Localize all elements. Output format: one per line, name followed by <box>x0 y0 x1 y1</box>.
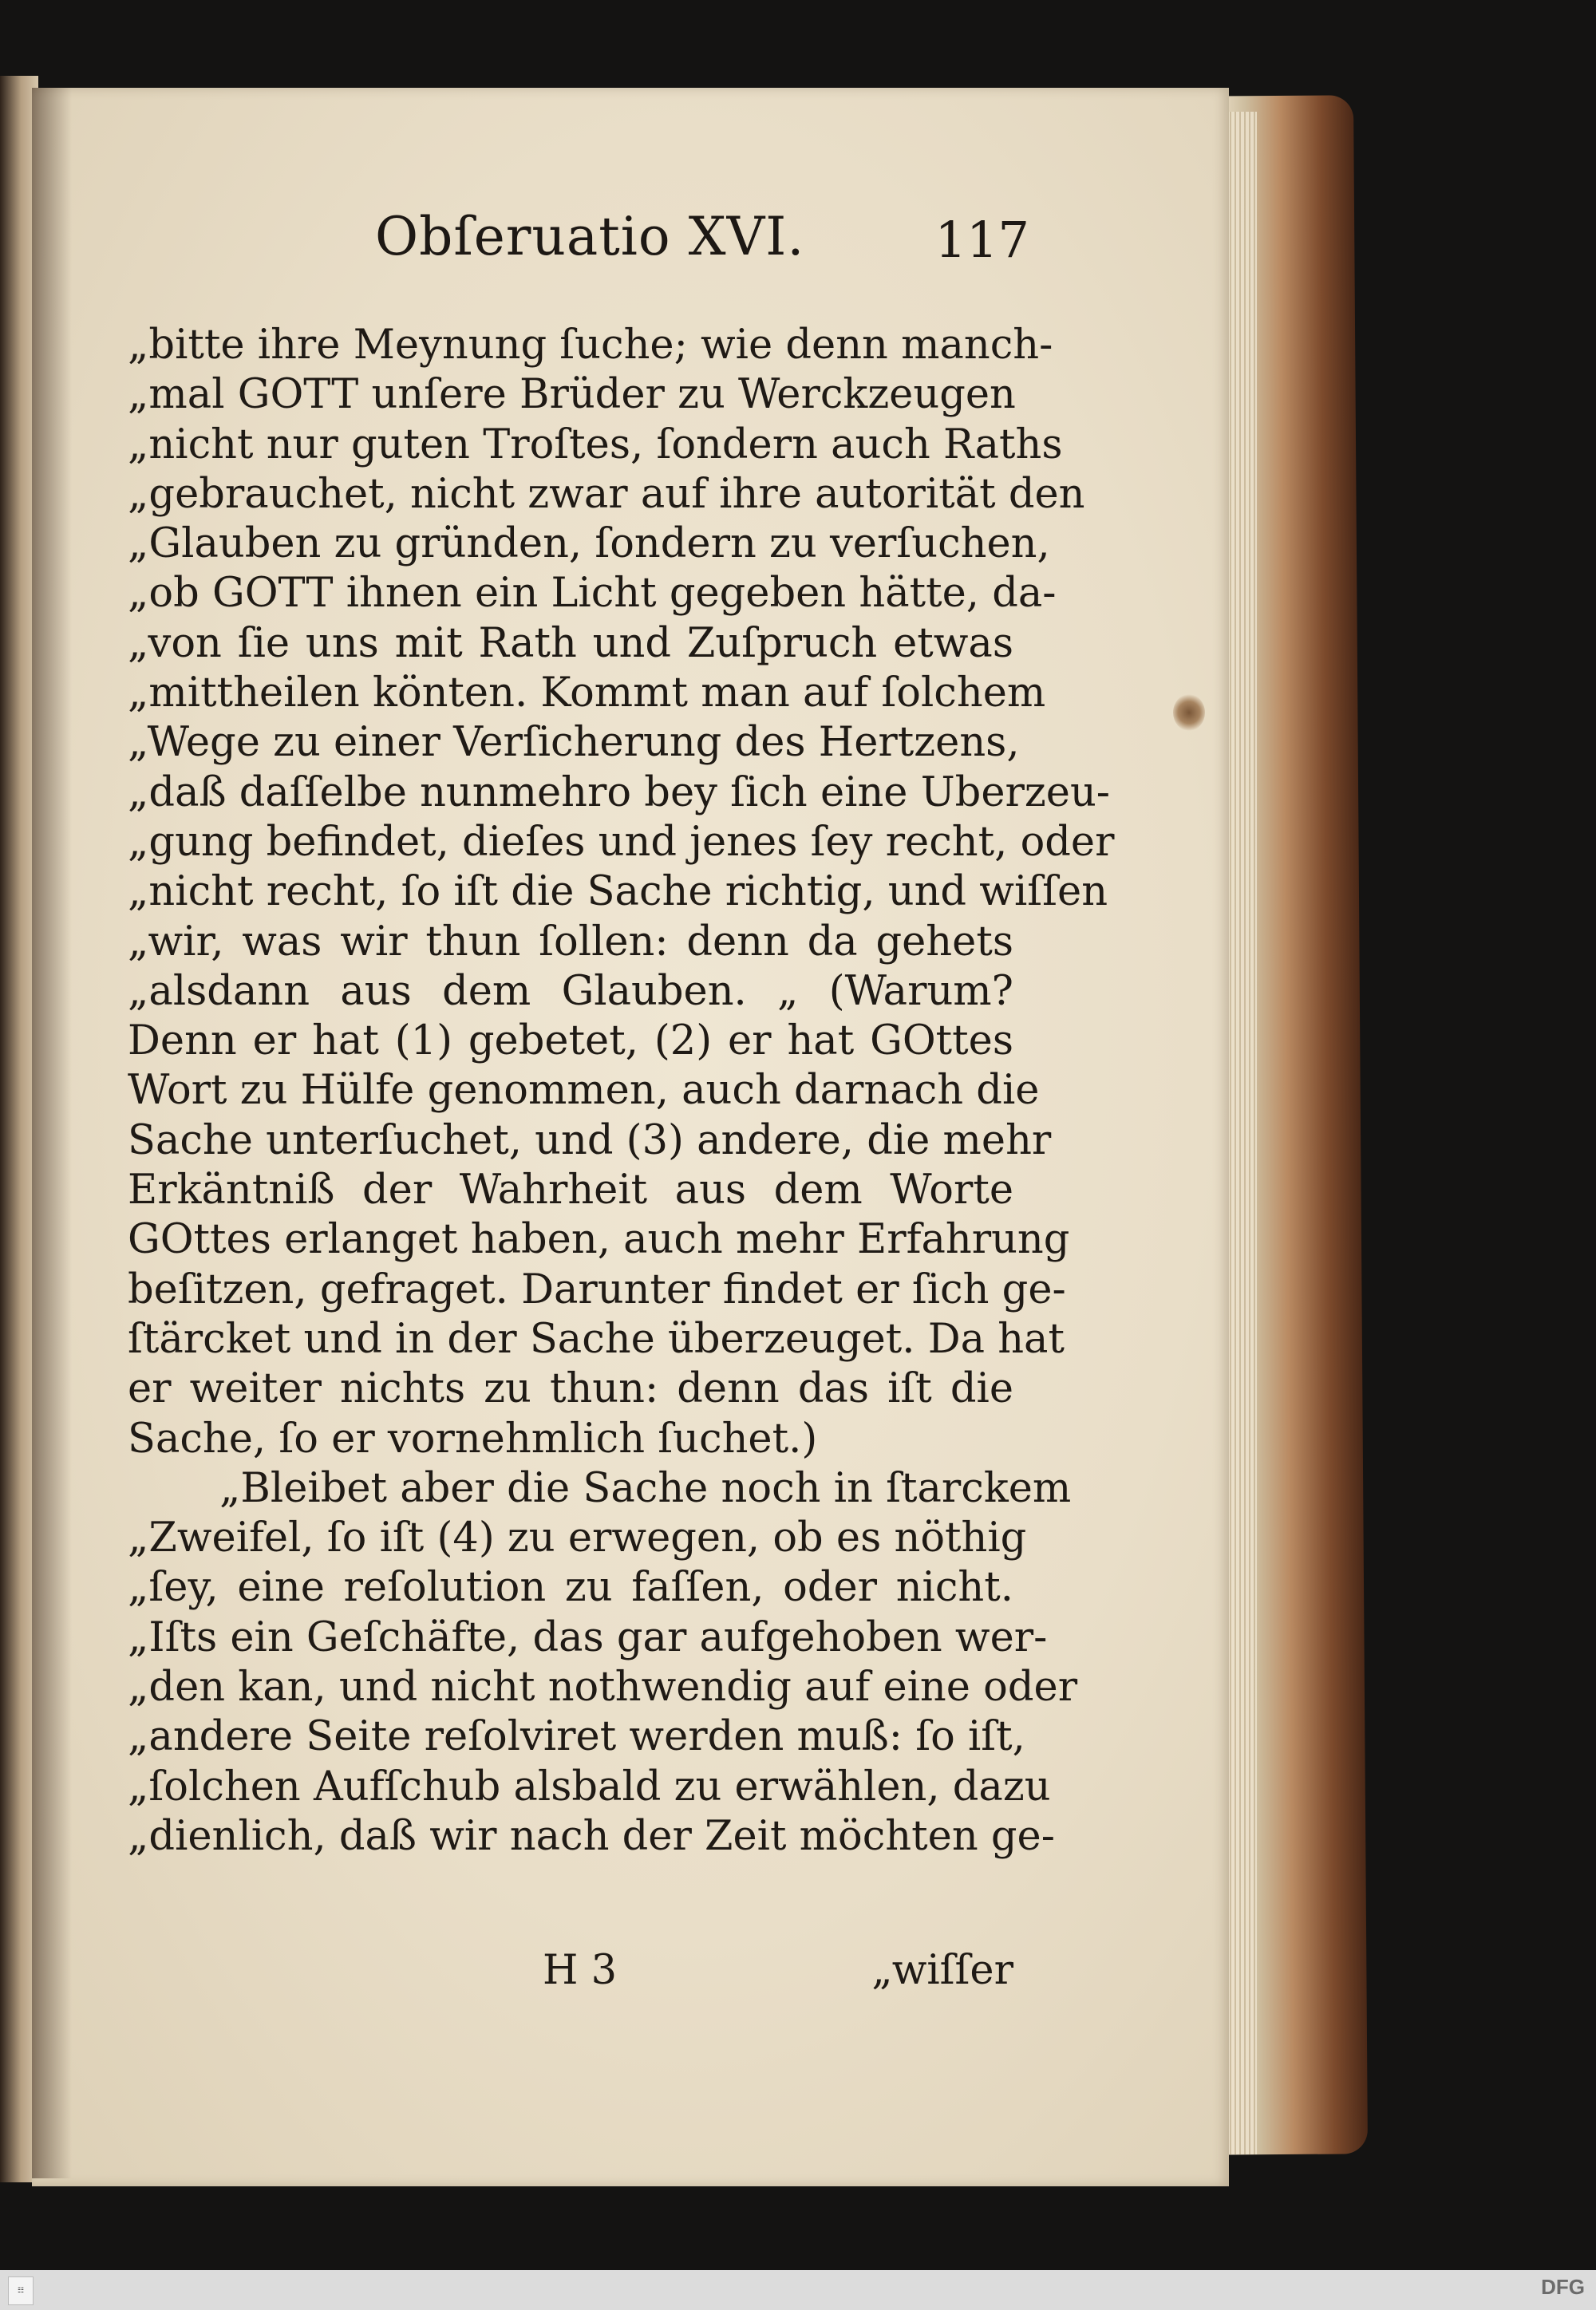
text-line: „daß daſſelbe nunmehro bey ſich eine Uberzeu- <box>128 768 1111 816</box>
catchword: „wiſſer <box>871 1947 1013 1994</box>
text-line: er weiter nichts zu thun: denn das iſt die <box>128 1365 1013 1413</box>
text-line: beſitzen, gefraget. Darunter findet er ſich ge- <box>128 1266 1066 1313</box>
body-text <box>128 321 1115 1862</box>
text-line: „Iſts ein Geſchäfte, das gar aufgehoben wer- <box>128 1613 1048 1661</box>
page-number: 117 <box>934 211 1029 269</box>
text-line: „mittheilen könten. Kommt man auf ſolchem <box>128 669 1046 717</box>
text-line: „gebrauchet, nicht zwar auf ihre autorität den <box>128 470 1085 518</box>
running-title: Obſeruatio XVI. <box>375 206 805 267</box>
text-line: „Wege zu einer Verſicherung des Hertzens, <box>128 719 1020 767</box>
paper-stain <box>1173 694 1205 731</box>
text-line: „Glauben zu gründen, ſondern zu verſuchen, <box>128 520 1050 568</box>
text-line: „Zweifel, ſo iſt (4) zu erwegen, ob es nöthig <box>128 1514 1027 1562</box>
text-line: GOttes erlanget haben, auch mehr Erfahrung <box>128 1216 1070 1264</box>
text-line: „gung befindet, dieſes und jenes ſey recht, oder <box>128 818 1115 866</box>
text-line: Erkäntniß der Wahrheit aus dem Worte <box>128 1167 1013 1214</box>
text-line: „ob GOTT ihnen ein Licht gegeben hätte, da- <box>128 570 1057 618</box>
text-line: „nicht nur guten Troſtes, ſondern auch Raths <box>128 421 1063 468</box>
text-line: „dienlich, daß wir nach der Zeit möchten ge- <box>128 1812 1055 1860</box>
text-line: „nicht recht, ſo iſt die Sache richtig, und wiſſen <box>128 868 1108 916</box>
page-header <box>375 206 1029 278</box>
library-logo-icon: ☷ <box>8 2276 34 2305</box>
text-line: „ſolchen Aufſchub alsbald zu erwählen, dazu <box>128 1763 1051 1810</box>
text-line: „Bleibet aber die Sache noch in ſtarckem <box>219 1464 1072 1512</box>
viewer-footer-bar <box>0 2270 1596 2310</box>
text-line: „andere Seite reſolviret werden muß: ſo iſt, <box>128 1713 1025 1761</box>
signature-mark: H 3 <box>543 1947 618 1994</box>
text-line: „wir, was wir thun ſollen: denn da gehets <box>128 918 1013 965</box>
text-line: Wort zu Hülfe genommen, auch darnach die <box>128 1067 1040 1115</box>
page-footer <box>128 1947 1013 2003</box>
text-line: „von ſie uns mit Rath und Zuſpruch etwas <box>128 619 1013 667</box>
gutter-shadow <box>32 88 72 2178</box>
text-line: „ſey, eine reſolution zu faſſen, oder nicht. <box>128 1564 1013 1612</box>
text-line: ſtärcket und in der Sache überzeuget. Da hat <box>128 1315 1065 1363</box>
dfg-label: DFG <box>1541 2275 1585 2299</box>
text-line: „den kan, und nicht nothwendig auf eine oder <box>128 1664 1078 1712</box>
text-line: Denn er hat (1) gebetet, (2) er hat GOttes <box>128 1017 1013 1065</box>
text-line: „bitte ihre Meynung ſuche; wie denn manch- <box>128 322 1053 369</box>
text-line: Sache unterſuchet, und (3) andere, die mehr <box>128 1116 1052 1164</box>
text-line: Sache, ſo er vornehmlich ſuchet.) <box>128 1415 818 1463</box>
text-line: „mal GOTT unſere Brüder zu Werckzeugen <box>128 371 1016 419</box>
text-line: „alsdann aus dem Glauben. „ (Warum? <box>128 967 1013 1015</box>
